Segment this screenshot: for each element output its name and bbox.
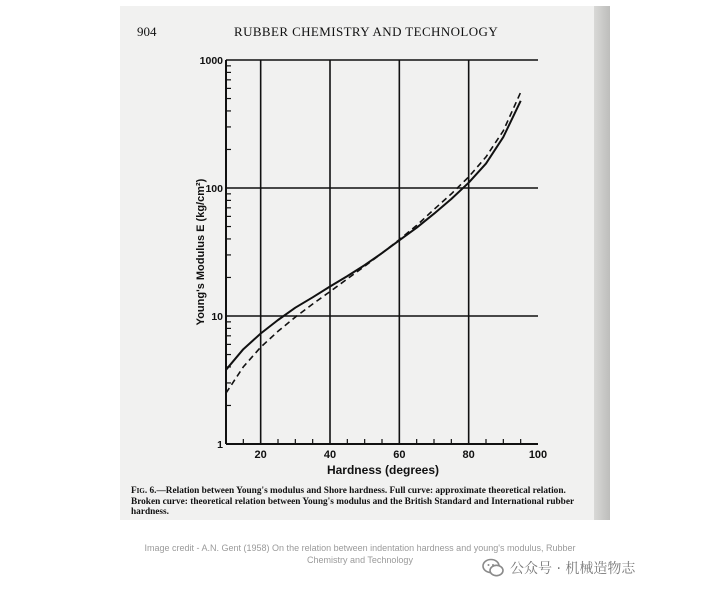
caption-figure-number: Fig. 6. xyxy=(131,486,157,496)
y-tick-label: 1 xyxy=(217,439,223,451)
y-tick-label: 100 xyxy=(205,183,223,195)
image-credit: Image credit - A.N. Gent (1958) On the relation between indentation hardness and young's modulus, Rubber Chemistry and Technology xyxy=(144,543,576,565)
running-head: RUBBER CHEMISTRY AND TECHNOLOGY xyxy=(234,24,499,39)
x-tick-label: 100 xyxy=(528,449,548,461)
full-curve-series xyxy=(226,101,521,370)
y-tick-label: 1000 xyxy=(199,55,223,67)
page-number: 904 xyxy=(137,24,157,39)
broken-curve-series xyxy=(226,92,521,393)
caption-text: —Relation between Young's modulus and Shore hardness. Full curve: approximate theoretical relation. Broken curve: theoretical relation between Young's modulus and the British Standard and International rubber hardness. xyxy=(131,486,574,517)
watermark-text: 公众号 · 机械造物志 xyxy=(510,561,636,577)
x-tick-label: 20 xyxy=(254,449,267,461)
y-axis-label: Young's Modulus E (kg/cm²) xyxy=(195,178,207,326)
series-layer xyxy=(226,92,521,393)
x-tick-label: 60 xyxy=(393,449,406,461)
wechat-watermark xyxy=(482,557,635,579)
x-tick-label: 40 xyxy=(323,449,337,461)
x-tick-label: 80 xyxy=(462,449,475,461)
x-axis-label: Hardness (degrees) xyxy=(326,463,440,477)
wechat-icon xyxy=(482,558,504,578)
y-tick-label: 10 xyxy=(211,311,223,323)
figure-caption xyxy=(131,486,595,518)
